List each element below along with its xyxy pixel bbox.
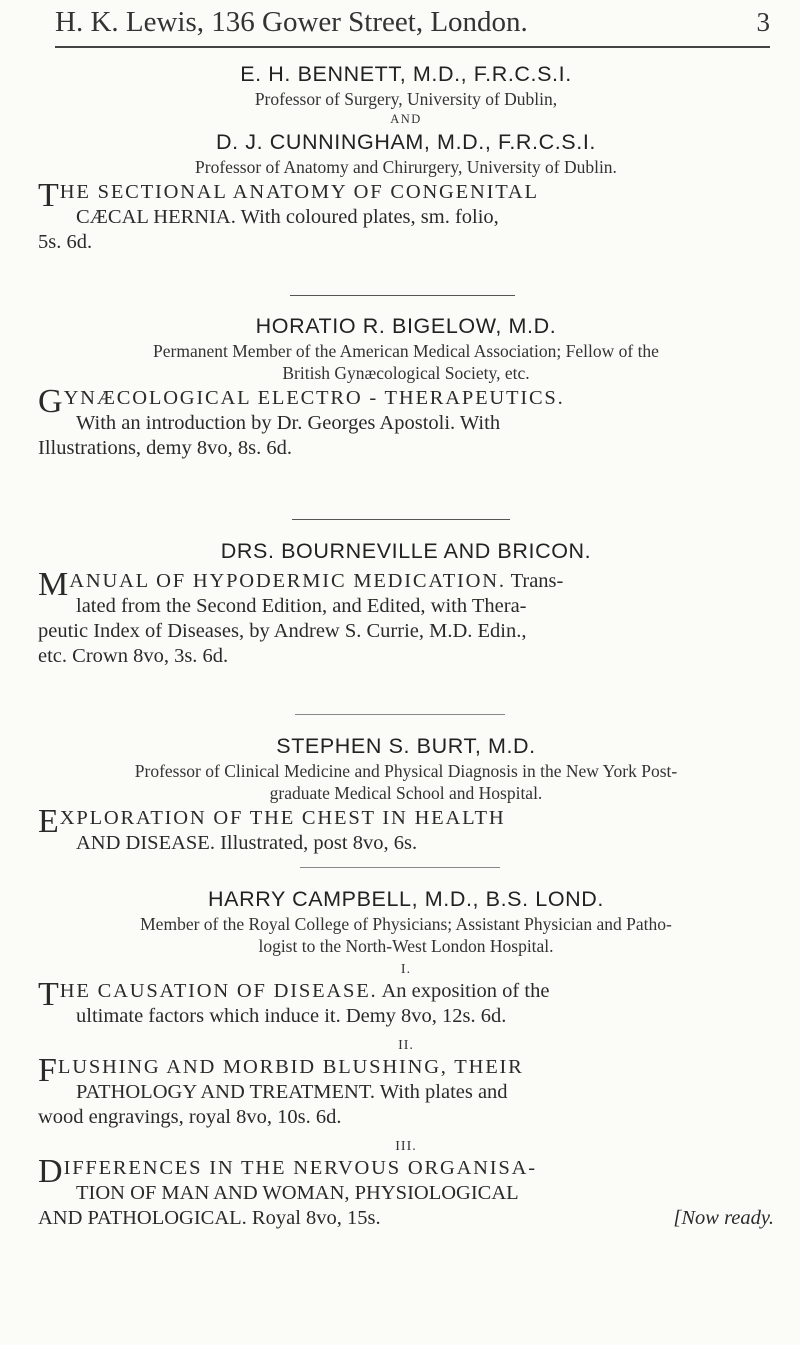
author-name: STEPHEN S. BURT, M.D.	[276, 734, 536, 758]
book-title: XPLORATION OF THE CHEST IN HEALTH	[59, 807, 506, 829]
drop-cap: F	[38, 1052, 57, 1089]
entry-bigelow	[38, 312, 774, 461]
author-affiliation: British Gynæcological Society, etc.	[282, 363, 530, 383]
drop-cap: T	[38, 177, 59, 214]
page-number: 3	[756, 7, 770, 37]
availability-note: [Now ready.	[673, 1207, 774, 1229]
book-entry	[38, 566, 774, 669]
header-rule	[55, 46, 770, 48]
entry-burt	[38, 732, 774, 856]
author-name: HORATIO R. BIGELOW, M.D.	[255, 314, 557, 338]
author-name: HARRY CAMPBELL, M.D., B.S. LOND.	[208, 887, 604, 911]
drop-cap: M	[38, 566, 69, 603]
entry-bennett	[38, 60, 774, 255]
book-entry	[38, 1153, 774, 1231]
running-header	[55, 6, 770, 39]
entry-line: TION OF MAN AND WOMAN, PHYSIOLOGICAL	[76, 1182, 519, 1204]
entry-text: Trans-	[510, 570, 564, 592]
entry-line: ultimate factors which induce it. Demy 8vo, 12s. 6d.	[76, 1005, 507, 1027]
entry-text: An exposition of the	[381, 980, 550, 1002]
book-title: YNÆCOLOGICAL ELECTRO - THERAPEUTICS.	[63, 387, 565, 409]
author-affiliation: logist to the North-West London Hospital.	[258, 936, 554, 956]
work-numeral: II.	[398, 1038, 414, 1053]
book-title: ANUAL OF HYPODERMIC MEDICATION.	[69, 570, 506, 592]
entry-line: etc. Crown 8vo, 3s. 6d.	[38, 645, 229, 667]
entry-campbell	[38, 885, 774, 1231]
entry-bourneville	[38, 537, 774, 669]
work-numeral: I.	[400, 962, 412, 977]
drop-cap: G	[38, 383, 63, 420]
entry-line: PATHOLOGY AND TREATMENT. With plates and	[76, 1081, 508, 1103]
author-affiliation: Member of the Royal College of Physicians; Assistant Physician and Patho-	[140, 914, 672, 934]
drop-cap: E	[38, 803, 59, 840]
book-title: HE SECTIONAL ANATOMY OF CONGENITAL	[59, 181, 539, 203]
drop-cap: D	[38, 1153, 63, 1190]
entry-line: CÆCAL HERNIA. With coloured plates, sm. folio,	[76, 206, 499, 228]
author-affiliation: graduate Medical School and Hospital.	[269, 783, 543, 803]
author-affiliation: Professor of Anatomy and Chirurgery, University of Dublin.	[195, 157, 617, 177]
book-title: IFFERENCES IN THE NERVOUS ORGANISA-	[63, 1157, 537, 1179]
author-name: D. J. CUNNINGHAM, M.D., F.R.C.S.I.	[216, 130, 596, 154]
work-numeral: III.	[395, 1139, 417, 1154]
book-title: HE CAUSATION OF DISEASE.	[59, 980, 378, 1002]
author-affiliation: Professor of Clinical Medicine and Physical Diagnosis in the New York Post-	[134, 761, 678, 781]
book-entry	[38, 177, 774, 255]
entry-line	[38, 1206, 774, 1231]
entry-line: With an introduction by Dr. Georges Apostoli. With	[76, 412, 501, 434]
entry-text: AND PATHOLOGICAL. Royal 8vo, 15s.	[38, 1207, 381, 1229]
entry-line: AND DISEASE. Illustrated, post 8vo, 6s.	[76, 832, 418, 854]
author-affiliation: Professor of Surgery, University of Dublin,	[254, 89, 558, 109]
book-entry	[38, 803, 774, 856]
entry-line: lated from the Second Edition, and Edited, with Thera-	[76, 595, 527, 617]
section-divider	[300, 867, 500, 868]
entry-line: Illustrations, demy 8vo, 8s. 6d.	[38, 437, 292, 459]
book-title: LUSHING AND MORBID BLUSHING, THEIR	[57, 1056, 524, 1078]
author-name: DRS. BOURNEVILLE AND BRICON.	[220, 539, 592, 563]
author-name: E. H. BENNETT, M.D., F.R.C.S.I.	[240, 62, 572, 86]
entry-line: peutic Index of Diseases, by Andrew S. Currie, M.D. Edin.,	[38, 620, 527, 642]
section-divider	[292, 519, 510, 520]
section-divider	[290, 295, 515, 296]
drop-cap: T	[38, 976, 59, 1013]
book-entry	[38, 1052, 774, 1130]
running-title: H. K. Lewis, 136 Gower Street, London.	[55, 6, 528, 38]
conjunction: AND	[390, 112, 422, 126]
section-divider	[295, 714, 505, 715]
book-entry	[38, 976, 774, 1029]
author-affiliation: Permanent Member of the American Medical Association; Fellow of the	[153, 341, 659, 361]
entry-line: wood engravings, royal 8vo, 10s. 6d.	[38, 1106, 342, 1128]
entry-line: 5s. 6d.	[38, 231, 93, 253]
book-entry	[38, 383, 774, 461]
